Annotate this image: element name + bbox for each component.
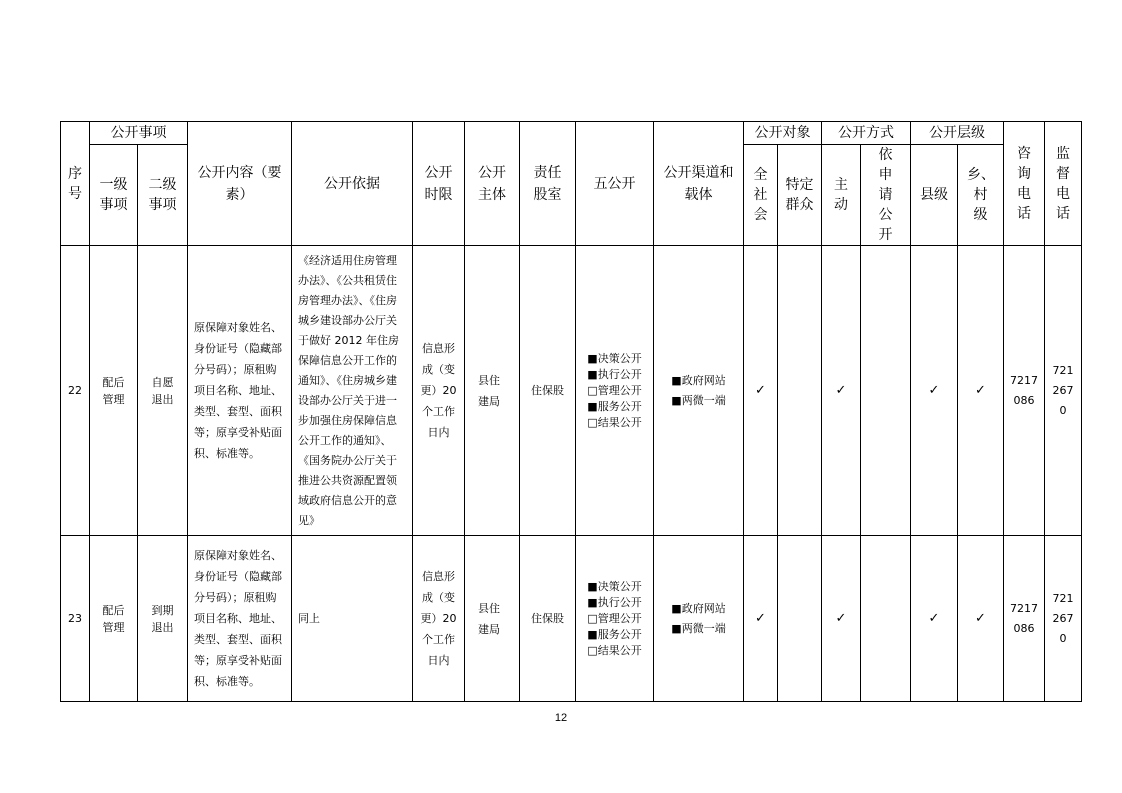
cell-specific xyxy=(778,246,822,536)
cell-seq: 22 xyxy=(61,246,90,536)
cell-basis: 同上 xyxy=(292,536,413,702)
cell-content: 原保障对象姓名、身份证号（隐藏部分号码）；原租购项目名称、地址、类型、套型、面积等；原享受补贴面积、标准等。 xyxy=(188,246,292,536)
page-number: 12 xyxy=(554,712,568,724)
cell-county: ✓ xyxy=(911,246,958,536)
cell-supervise: 7212670 xyxy=(1045,246,1082,536)
five-item: □结果公开 xyxy=(587,415,642,429)
table-row xyxy=(61,536,1082,702)
cell-seq: 23 xyxy=(61,536,90,702)
header-dept: 责任股室 xyxy=(520,122,576,246)
header-channel: 公开渠道和载体 xyxy=(654,122,744,246)
header-township: 乡、村级 xyxy=(958,145,1004,246)
cell-basis: 《经济适用住房管理办法》、《公共租赁住房管理办法》、《住房城乡建设部办公厅关于做好 2012 年住房保障信息公开工作的通知》、《住房城乡建设部办公厅关于进一步加强住房保障信息公开工作的通知》、《国务院办公厅关于推进公共资源配置领域政府信息公开的意见》 xyxy=(292,246,413,536)
cell-all-society: ✓ xyxy=(744,536,778,702)
header-content: 公开内容（要素） xyxy=(188,122,292,246)
five-item: ■执行公开 xyxy=(587,367,642,381)
cell-on-request xyxy=(861,536,911,702)
cell-level1: 配后管理 xyxy=(90,246,138,536)
five-item: □结果公开 xyxy=(587,643,642,657)
cell-time-limit: 信息形成（变更）20个工作日内 xyxy=(413,536,465,702)
channel-item: ■政府网站 xyxy=(671,373,726,387)
cell-time-limit: 信息形成（变更）20个工作日内 xyxy=(413,246,465,536)
cell-county: ✓ xyxy=(911,536,958,702)
cell-subject: 县住建局 xyxy=(465,536,520,702)
cell-level2: 自愿退出 xyxy=(138,246,188,536)
disclosure-table xyxy=(60,121,1082,702)
header-county: 县级 xyxy=(911,145,958,246)
cell-active: ✓ xyxy=(822,246,861,536)
header-item-group: 公开事项 xyxy=(90,122,188,145)
header-five: 五公开 xyxy=(576,122,654,246)
cell-township: ✓ xyxy=(958,536,1004,702)
header-time-limit: 公开时限 xyxy=(413,122,465,246)
header-specific: 特定群众 xyxy=(778,145,822,246)
five-item: ■服务公开 xyxy=(587,627,642,641)
header-basis: 公开依据 xyxy=(292,122,413,246)
cell-all-society: ✓ xyxy=(744,246,778,536)
five-item: ■决策公开 xyxy=(587,579,642,593)
five-item: ■服务公开 xyxy=(587,399,642,413)
five-item: ■执行公开 xyxy=(587,595,642,609)
cell-level2: 到期退出 xyxy=(138,536,188,702)
cell-specific xyxy=(778,536,822,702)
cell-level1: 配后管理 xyxy=(90,536,138,702)
cell-channel xyxy=(654,246,744,536)
header-all-society: 全社会 xyxy=(744,145,778,246)
header-row-1 xyxy=(61,122,1082,145)
table-row xyxy=(61,246,1082,536)
cell-on-request xyxy=(861,246,911,536)
header-level-group: 公开层级 xyxy=(911,122,1004,145)
header-target-group: 公开对象 xyxy=(744,122,822,145)
five-item: □管理公开 xyxy=(587,611,642,625)
header-consult: 咨询电话 xyxy=(1004,122,1045,246)
header-level1: 一级事项 xyxy=(90,145,138,246)
header-method-group: 公开方式 xyxy=(822,122,911,145)
header-on-request: 依申请公开 xyxy=(861,145,911,246)
header-supervise: 监督电话 xyxy=(1045,122,1082,246)
cell-consult: 7217086 xyxy=(1004,246,1045,536)
header-level2: 二级事项 xyxy=(138,145,188,246)
cell-supervise: 7212670 xyxy=(1045,536,1082,702)
cell-channel xyxy=(654,536,744,702)
cell-township: ✓ xyxy=(958,246,1004,536)
cell-content: 原保障对象姓名、身份证号（隐藏部分号码）；原租购项目名称、地址、类型、套型、面积等；原享受补贴面积、标准等。 xyxy=(188,536,292,702)
five-item: □管理公开 xyxy=(587,383,642,397)
cell-subject: 县住建局 xyxy=(465,246,520,536)
cell-dept: 住保股 xyxy=(520,536,576,702)
channel-item: ■两微一端 xyxy=(671,621,726,635)
channel-item: ■政府网站 xyxy=(671,601,726,615)
header-subject: 公开主体 xyxy=(465,122,520,246)
cell-five xyxy=(576,246,654,536)
cell-consult: 7217086 xyxy=(1004,536,1045,702)
header-seq: 序号 xyxy=(61,122,90,246)
header-active: 主动 xyxy=(822,145,861,246)
cell-five xyxy=(576,536,654,702)
channel-item: ■两微一端 xyxy=(671,393,726,407)
five-item: ■决策公开 xyxy=(587,351,642,365)
cell-active: ✓ xyxy=(822,536,861,702)
cell-dept: 住保股 xyxy=(520,246,576,536)
